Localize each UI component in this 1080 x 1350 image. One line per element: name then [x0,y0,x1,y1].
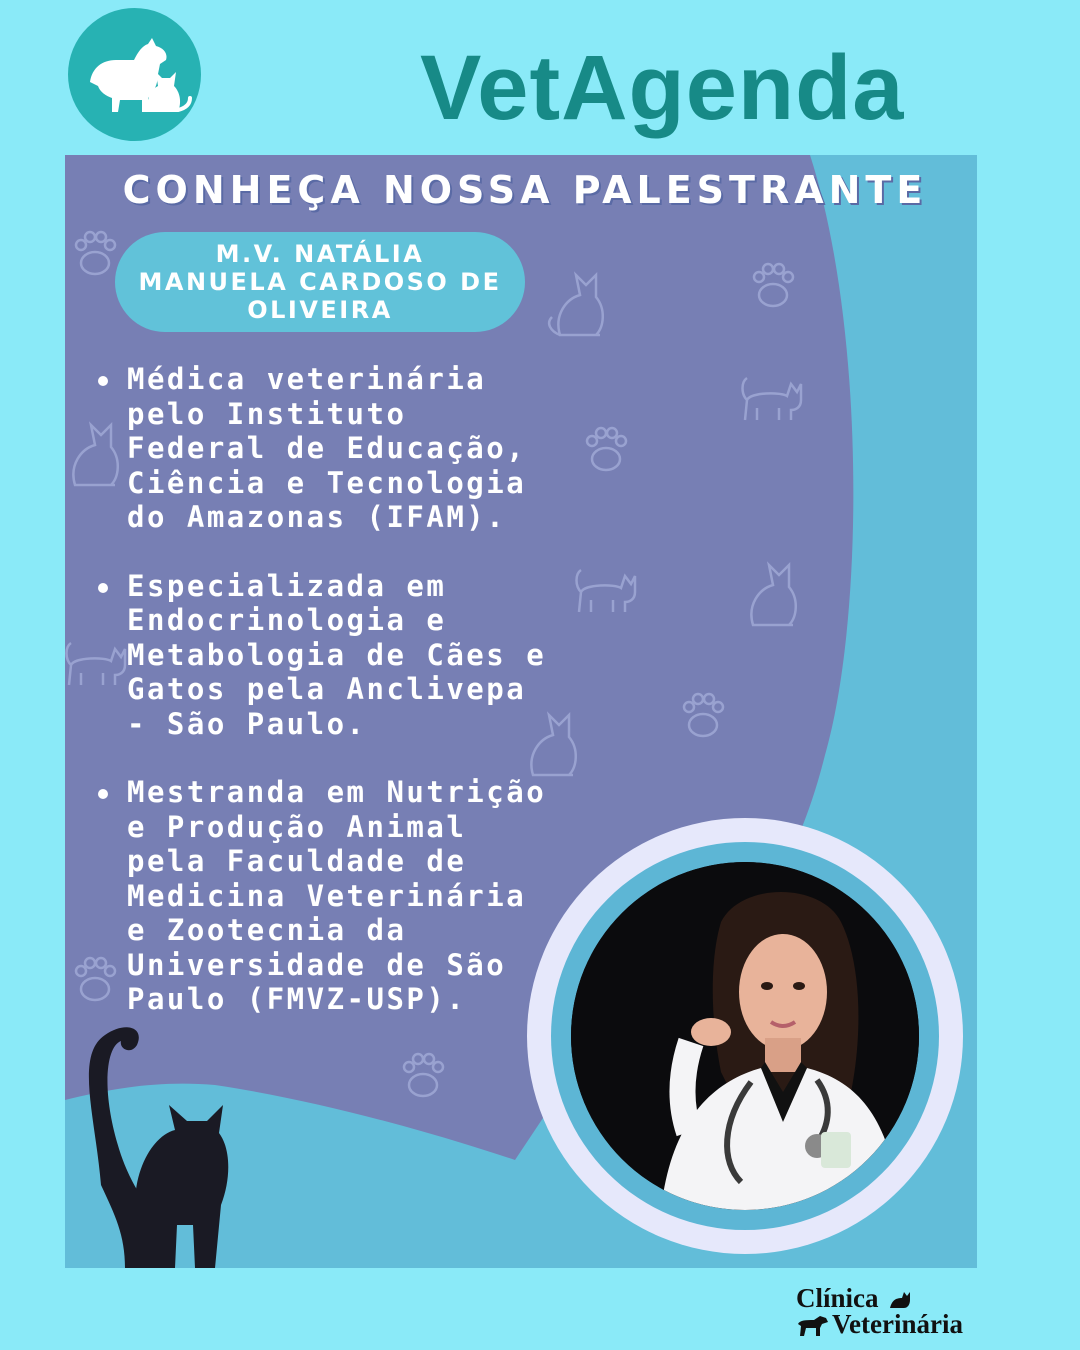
credential-item: Médica veterinária pelo Instituto Federal de Educação, Ciência e Tecnologia do Amazonas (IFAM). [94,362,564,535]
clinic-logo-line1: Clínica [796,1283,879,1313]
speaker-portrait [571,862,919,1210]
dog-cat-logo [68,8,201,141]
cat-silhouette-icon [888,1288,912,1310]
brand-title: VetAgenda [420,37,905,139]
clinic-logo-line2: Veterinária [832,1309,963,1339]
speaker-name: M.V. NATÁLIA MANUELA CARDOSO DE OLIVEIRA [138,240,502,324]
credential-item: Mestranda em Nutrição e Produção Animal pela Faculdade de Medicina Veterinária e Zootecnia da Universidade de São Paulo (FMVZ-USP). [94,775,564,1017]
dog-cat-logo-icon [68,8,201,141]
speaker-photo [571,862,919,1210]
credential-item: Especializada em Endocrinologia e Metabologia de Cães e Gatos pela Anclivepa - São Paulo. [94,569,564,742]
dog-silhouette-icon [796,1314,830,1338]
speaker-name-pill [115,232,525,332]
credentials-list [94,362,564,1051]
section-heading: CONHEÇA NOSSA PALESTRANTE [122,168,928,212]
